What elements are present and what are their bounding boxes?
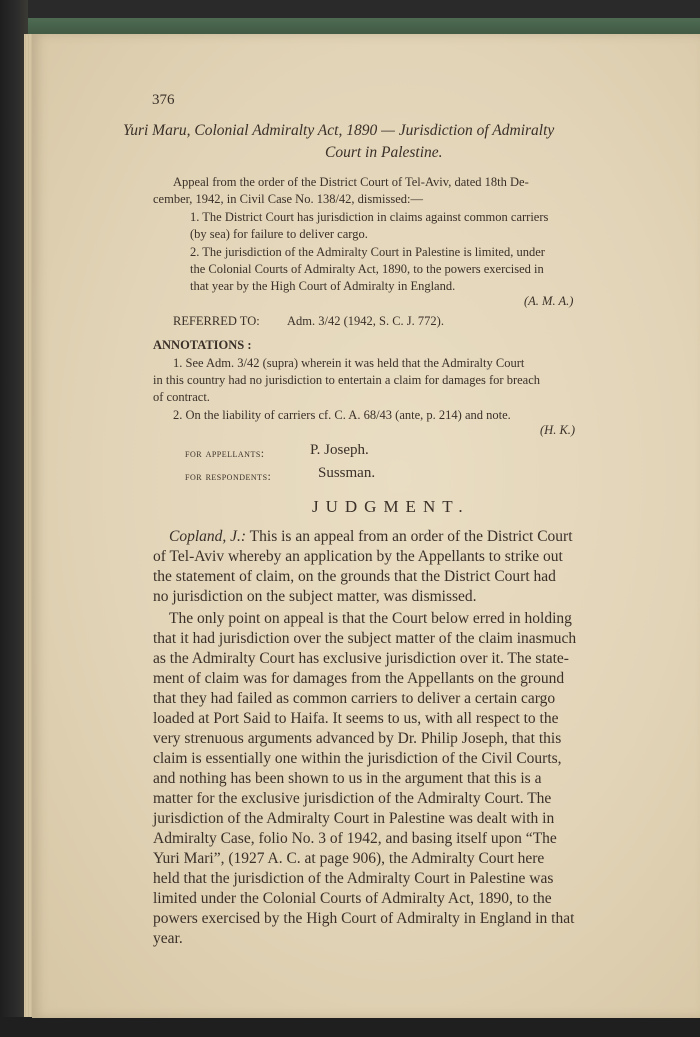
judgment-p2-line-13: Yuri Mari”, (1927 A. C. at page 906), the Admiralty Court here [153, 850, 545, 867]
headnote-line-2: cember, 1942, in Civil Case No. 138/42, dismissed:— [153, 192, 423, 206]
annotation-1-line-3: of contract. [153, 390, 210, 404]
respondents-counsel: Sussman. [318, 465, 376, 481]
headnote-point-2-line-1: 2. The jurisdiction of the Admiralty Court in Palestine is limited, under [190, 245, 545, 259]
annotation-2-line-1: 2. On the liability of carriers cf. C. A. 68/43 (ante, p. 214) and note. [173, 408, 511, 422]
judgment-p2-line-4: ment of claim was for damages from the Appellants on the ground [153, 670, 565, 687]
judgment-heading: JUDGMENT. [312, 497, 470, 516]
appellants-label: for appellants: [185, 446, 265, 460]
judgment-p2-line-2: that it had jurisdiction over the subject matter of the claim inasmuch [153, 630, 577, 647]
judgment-p1-line-3: the statement of claim, on the grounds that the District Court had [153, 568, 556, 585]
judgment-p1-line-4: no jurisdiction on the subject matter, was dismissed. [153, 588, 477, 605]
annotations-initials: (H. K.) [540, 423, 576, 437]
judgment-p2-line-7: very strenuous arguments advanced by Dr. Philip Joseph, that this [153, 730, 562, 747]
judge-name: Copland, J.: [169, 528, 247, 545]
referred-to-text: Adm. 3/42 (1942, S. C. J. 772). [287, 314, 444, 328]
respondents-label: for respondents: [185, 469, 272, 483]
page-number: 376 [152, 92, 175, 108]
judgment-p2-line-14: held that the jurisdiction of the Admiralty Court in Palestine was [153, 870, 554, 887]
judgment-p2-line-10: matter for the exclusive jurisdiction of the Admiralty Court. The [153, 790, 552, 807]
judgment-p2-line-11: jurisdiction of the Admiralty Court in Palestine was dealt with in [153, 810, 555, 827]
judgment-p2-line-12: Admiralty Case, folio No. 3 of 1942, and basing itself upon “The [153, 830, 557, 847]
referred-to-label: REFERRED TO: [173, 314, 260, 328]
headnote-point-1-line-2: (by sea) for failure to deliver cargo. [190, 227, 368, 241]
judgment-p2-line-8: claim is essentially one within the jurisdiction of the Civil Courts, [153, 750, 562, 767]
heading-line-2: Court in Palestine. [325, 144, 443, 161]
headnote-point-2-line-2: the Colonial Courts of Admiralty Act, 1890, to the powers exercised in [190, 262, 544, 276]
judgment-p1-line-1: Copland, J.: This is an appeal from an order of the District Court [169, 528, 573, 545]
appellants-counsel: P. Joseph. [310, 442, 369, 458]
headnote-point-1-line-1: 1. The District Court has jurisdiction in claims against common carriers [190, 210, 549, 224]
judgment-p1-line-2: of Tel-Aviv whereby an application by the Appellants to strike out [153, 548, 563, 565]
annotation-1-line-1: 1. See Adm. 3/42 (supra) wherein it was held that the Admiralty Court [173, 356, 525, 370]
judgment-p2-line-16: powers exercised by the High Court of Admiralty in England in that [153, 910, 575, 927]
judgment-p2-line-15: limited under the Colonial Courts of Admiralty Act, 1890, to the [153, 890, 552, 907]
headnote-initials: (A. M. A.) [524, 294, 574, 308]
background-bottom [0, 1017, 700, 1037]
heading-line-1: Yuri Maru, Colonial Admiralty Act, 1890 — Jurisdiction of Admiralty [123, 122, 555, 139]
headnote-point-2-line-3: that year by the High Court of Admiralty in England. [190, 279, 456, 293]
book-page [32, 34, 700, 1018]
judgment-p2-line-1: The only point on appeal is that the Court below erred in holding [169, 610, 572, 627]
headnote-line-1: Appeal from the order of the District Court of Tel-Aviv, dated 18th De- [173, 175, 529, 189]
annotation-1-line-2: in this country had no jurisdiction to entertain a claim for damages for breach [153, 373, 541, 387]
judgment-p2-line-17: year. [153, 930, 183, 947]
annotations-title: ANNOTATIONS : [153, 338, 252, 352]
judgment-p2-line-3: as the Admiralty Court has exclusive jurisdiction over it. The state- [153, 650, 569, 667]
judgment-p2-line-5: that they had failed as common carriers to deliver a certain cargo [153, 690, 556, 707]
judgment-p2-line-9: and nothing has been shown to us in the argument that this is a [153, 770, 542, 787]
judgment-p2-line-6: loaded at Port Said to Haifa. It seems to us, with all respect to the [153, 710, 559, 727]
